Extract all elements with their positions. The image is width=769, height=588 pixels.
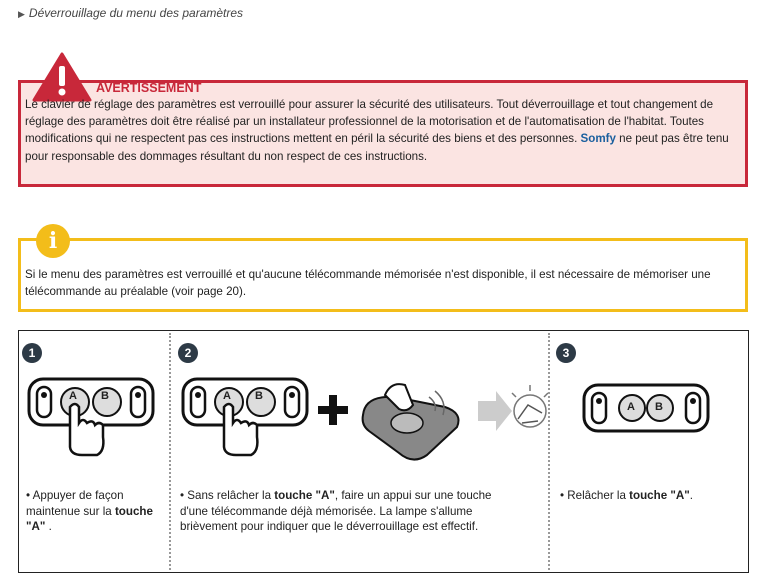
remote-control-illustration (355, 375, 475, 465)
keypad-illustration (27, 377, 157, 457)
keypad-button-a-label: A (627, 401, 635, 413)
step-key-label: touche "A" (274, 489, 335, 502)
step-text-part: . (45, 520, 52, 533)
brand-name: Somfy (580, 132, 616, 146)
section-title (18, 6, 243, 20)
info-icon: i (36, 224, 70, 258)
lamp-on-illustration (478, 383, 548, 443)
step-2-instruction: • Sans relâcher la touche "A", faire un appui sur une touche d'une télécommande déjà mémorisée. La lampe s'allume brièvement pour indiquer que le déverrouillage est effectif. (180, 489, 492, 533)
step-number-badge: 1 (22, 343, 42, 363)
keypad-button-a-label: A (69, 390, 77, 402)
keypad-button-b-label: B (255, 390, 263, 402)
plus-icon (318, 395, 348, 425)
keypad-button-a-label: A (223, 390, 231, 402)
step-key-label: touche "A" (26, 504, 153, 533)
warning-triangle-icon (32, 52, 92, 102)
step-divider (169, 333, 171, 570)
warning-text-part: ne peut pas être tenu pour responsable des dommages résultant du non respect de ces instructions. (25, 132, 729, 163)
step-key-label: touche "A" (629, 489, 690, 502)
step-text-part: , faire un appui sur une touche d'une télécommande déjà mémorisée. La lampe s'allume brièvement pour indiquer que le déverrouillage est effectif. (180, 489, 492, 533)
step-number-badge: 2 (178, 343, 198, 363)
warning-title: AVERTISSEMENT (96, 81, 202, 95)
step-text-part: Appuyer de façon maintenue sur la (26, 489, 124, 518)
step-text-part: . (689, 489, 693, 502)
step-text-part: Sans relâcher la (187, 489, 275, 502)
step-1-instruction: • Appuyer de façon maintenue sur la touche "A" . (26, 489, 153, 533)
info-text: Si le menu des paramètres est verrouillé et qu'aucune télécommande mémorisée n'est disponible, il est nécessaire de mémoriser une télécommande au préalable (voir page 20). (25, 268, 711, 298)
keypad-illustration (181, 377, 311, 457)
keypad-button-b-label: B (101, 390, 109, 402)
step-number-badge: 3 (556, 343, 576, 363)
section-title-text: Déverrouillage du menu des paramètres (28, 6, 244, 20)
keypad-button-b-label: B (655, 401, 663, 413)
warning-text-part: Le clavier de réglage des paramètres est verrouillé pour assurer la sécurité des utilisateurs. Tout déverrouillage et tout changement de réglage des paramètres doit être réalisé par un installateur professionnel de la motorisation et de l'automatisation de l'habitat. Toutes modifications qui ne respectent pas ces instructions mettent en péril la sécurité des biens et des personnes. (25, 98, 714, 146)
step-3-instruction: • Relâcher la touche "A". (560, 489, 693, 502)
bullet-triangle-icon: ▶ (18, 9, 25, 19)
keypad-illustration (582, 383, 712, 433)
step-divider (548, 333, 550, 570)
step-text-part: Relâcher la (567, 489, 630, 502)
warning-text (25, 96, 745, 165)
